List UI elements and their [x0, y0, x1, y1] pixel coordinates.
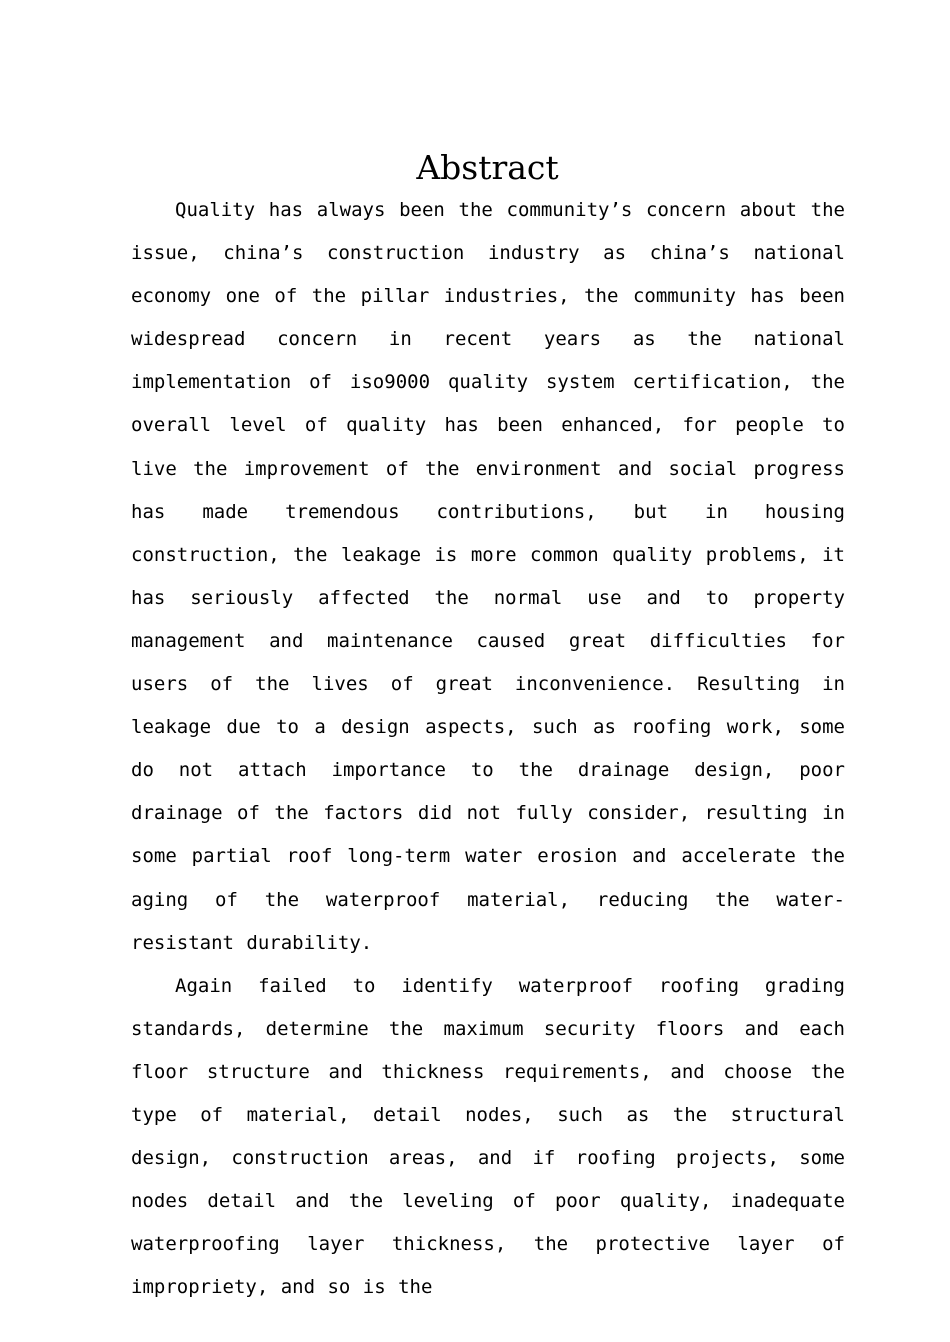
abstract-title: Abstract — [416, 148, 559, 187]
abstract-paragraph-2: Again failed to identify waterproof roofing grading standards, determine the maximum security floors and each floor structure and thickness requirements, and choose the type of material, detail nodes, such as the structural design, construction areas, and if roofing projects, some nodes detail and the leveling of poor quality, inadequate waterproofing layer thickness, the protective layer of impropriety, and so is the — [131, 974, 845, 1299]
abstract-body — [131, 189, 845, 1309]
abstract-paragraph-1: Quality has always been the community’s concern about the issue, china’s construction industry as china’s national economy one of the pillar industries, the community has been widespread concern in recent years as the national implementation of iso9000 quality system certification, the overall level of quality has been enhanced, for people to live the improvement of the environment and social progress has made tremendous contributions, but in housing construction, the leakage is more common quality problems, it has seriously affected the normal use and to property management and maintenance caused great difficulties for users of the lives of great inconvenience. Resulting in leakage due to a design aspects, such as roofing work, some do not attach importance to the drainage design, poor drainage of the factors did not fully consider, resulting in some partial roof long-term water erosion and accelerate the aging of the waterproof material, reducing the water-resistant durability. — [131, 199, 845, 954]
